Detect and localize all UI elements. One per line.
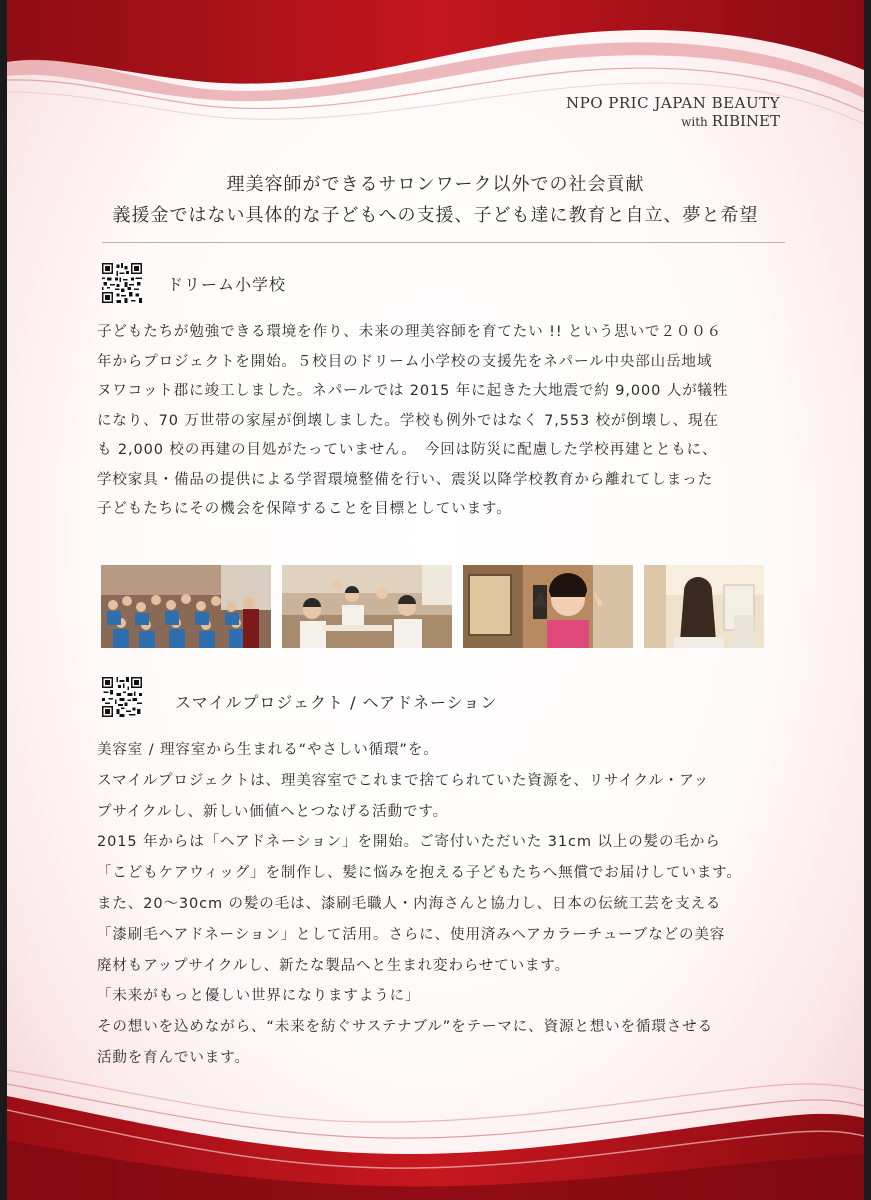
flyer-page [7, 0, 864, 1200]
body-line: 「こどもケアウィッグ」を制作し、髪に悩みを抱える子どもたちへ無償でお届けしています。 [97, 865, 742, 882]
headline-line-2: 義援金ではない具体的な子どもへの支援、子ども達に教育と自立、夢と希望 [112, 205, 759, 226]
brand-subline [566, 112, 780, 131]
brand-with: with [681, 115, 708, 129]
long-hair-photo [644, 565, 764, 648]
qr-code-icon[interactable] [102, 677, 142, 717]
body-line: 年からプロジェクトを開始。５校目のドリーム小学校の支援先をネパール中央部山岳地域 [97, 353, 713, 370]
section-title-smile-project: スマイルプロジェクト / ヘアドネーション [175, 693, 498, 712]
body-line: 「未来がもっと優しい世界になりますように」 [97, 988, 421, 1005]
body-line: スマイルプロジェクトは、理美容室でこれまで捨てられていた資源を、リサイクル・アッ [97, 772, 710, 789]
body-line: 美容室 / 理容室から生まれる“やさしい循環”を。 [97, 742, 439, 758]
body-line: になり、70 万世帯の家屋が倒壊しました。学校も例外ではなく 7,553 校が倒壊し、現在 [97, 412, 719, 429]
qr-code-icon[interactable] [102, 263, 142, 303]
body-line: プサイクルし、新しい価値へとつなげる活動です。 [97, 803, 449, 820]
children-studying-photo [282, 565, 452, 648]
body-line: 子どもたちにその機会を保障することを目標としています。 [97, 501, 512, 517]
headline-line-1: 理美容師ができるサロンワーク以外での社会貢献 [226, 174, 645, 195]
group-of-students-photo [101, 565, 271, 648]
body-line: 廃材もアップサイクルし、新たな製品へと生まれ変わらせています。 [97, 957, 571, 974]
body-line: ヌワコット郡に竣工しました。ネパールでは 2015 年に起きた大地震で約 9,000 人が犠牲 [97, 383, 729, 399]
body-line: 活動を育んでいます。 [97, 1049, 250, 1066]
section-title-dream-school: ドリーム小学校 [167, 275, 287, 294]
body-line: 学校家具・備品の提供による学習環境整備を行い、震災以降学校教育から離れてしまった [97, 471, 713, 488]
section-1-body [97, 318, 797, 525]
section-2-body [97, 735, 797, 1074]
body-line: また、20〜30cm の髪の毛は、漆刷毛職人・内海さんと協力し、日本の伝統工芸を支える [97, 895, 722, 912]
smiling-child-photo [463, 565, 633, 648]
body-line: その想いを込めながら、“未来を紡ぐサステナブル”をテーマに、資源と想いを循環させる [97, 1019, 713, 1036]
body-line: も 2,000 校の再建の目処がたっていません。 今回は防災に配慮した学校再建とともに、 [97, 442, 718, 458]
body-line: 子どもたちが勉強できる環境を作り、未来の理美容師を育てたい !! という思いで２００６ [97, 324, 723, 340]
divider [102, 242, 785, 243]
body-line: 2015 年からは「ヘアドネーション」を開始。ご寄付いただいた 31cm 以上の髪の毛から [97, 834, 721, 851]
body-line: 「漆刷毛ヘアドネーション」として活用。さらに、使用済みヘアカラーチューブなどの美容 [97, 926, 726, 943]
brand-partner: RIBINET [711, 112, 780, 130]
brand-name: NPO PRIC JAPAN BEAUTY [566, 94, 780, 112]
organization-logo-text [566, 94, 780, 131]
